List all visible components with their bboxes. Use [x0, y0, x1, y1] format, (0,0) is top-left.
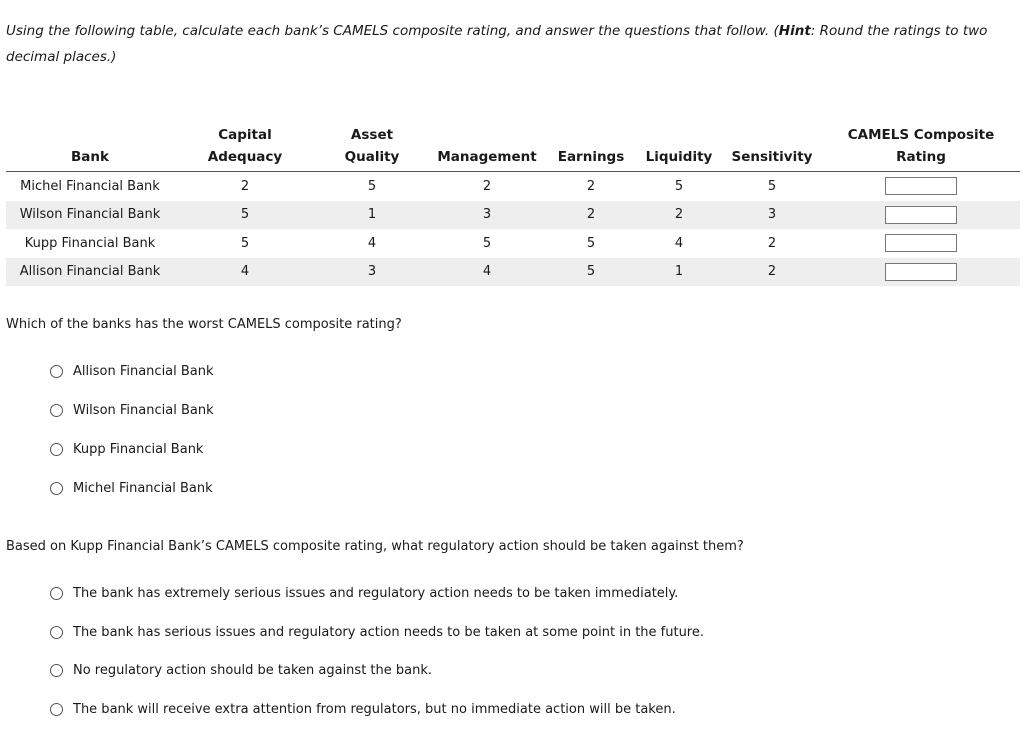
- option-extra-attention[interactable]: [50, 699, 676, 719]
- header-sensitivity: Sensitivity: [722, 124, 822, 172]
- option-label: The bank has extremely serious issues and regulatory action needs to be taken immediately.: [73, 585, 679, 601]
- composite-rating-input-michel[interactable]: [885, 177, 957, 195]
- cell-bank: Kupp Financial Bank: [24, 235, 156, 251]
- header-management: Management: [428, 124, 546, 172]
- cell-asset: 4: [367, 235, 377, 251]
- radio-circle-icon[interactable]: [50, 664, 63, 677]
- cell-composite: [822, 258, 1020, 287]
- radio-circle-icon[interactable]: [50, 587, 63, 600]
- cell-earnings: 2: [586, 178, 596, 194]
- table-header-row: [6, 124, 1020, 172]
- option-michel-financial-bank[interactable]: [50, 478, 213, 498]
- cell-asset: 1: [316, 201, 428, 230]
- cell-asset: 5: [367, 178, 377, 194]
- cell-bank: Wilson Financial Bank: [6, 201, 174, 230]
- table-row: [6, 201, 1020, 230]
- option-extremely-serious-issues[interactable]: [50, 583, 678, 603]
- cell-capital: 5: [174, 201, 316, 230]
- option-label: Kupp Financial Bank: [73, 441, 204, 457]
- cell-bank: Allison Financial Bank: [6, 258, 174, 287]
- cell-liquidity: 5: [674, 178, 684, 194]
- composite-rating-input-allison[interactable]: [885, 263, 957, 281]
- cell-composite: [822, 201, 1020, 230]
- cell-composite: [822, 229, 1020, 258]
- radio-circle-icon[interactable]: [50, 482, 63, 495]
- radio-circle-icon[interactable]: [50, 626, 63, 639]
- option-label: Michel Financial Bank: [73, 480, 213, 496]
- cell-sensitivity: 2: [722, 258, 822, 287]
- cell-sensitivity: 3: [722, 201, 822, 230]
- radio-circle-icon[interactable]: [50, 365, 63, 378]
- instructions-prefix: Using the following table, calculate each bank’s CAMELS composite rating, and answer the questions that follow. (: [6, 23, 779, 39]
- option-label: The bank has serious issues and regulatory action needs to be taken at some point in the future.: [73, 624, 705, 640]
- cell-management: 5: [482, 235, 492, 251]
- cell-capital: 4: [174, 258, 316, 287]
- cell-liquidity: 1: [636, 258, 722, 287]
- cell-capital: 2: [240, 178, 250, 194]
- cell-management: 3: [428, 201, 546, 230]
- cell-asset: 3: [316, 258, 428, 287]
- option-label: Allison Financial Bank: [73, 363, 214, 379]
- option-serious-issues[interactable]: [50, 622, 704, 642]
- radio-circle-icon[interactable]: [50, 404, 63, 417]
- option-no-regulatory-action[interactable]: [50, 660, 432, 680]
- camels-table: [6, 124, 1020, 286]
- table-row: [6, 172, 1020, 201]
- cell-bank: Michel Financial Bank: [20, 178, 160, 194]
- header-camels-composite-rating: CAMELS Composite Rating: [822, 124, 1020, 172]
- header-earnings: Earnings: [546, 124, 636, 172]
- option-wilson-financial-bank[interactable]: [50, 400, 214, 420]
- cell-liquidity: 2: [636, 201, 722, 230]
- composite-rating-input-kupp[interactable]: [885, 234, 957, 252]
- cell-earnings: 5: [586, 235, 596, 251]
- radio-circle-icon[interactable]: [50, 703, 63, 716]
- option-label: The bank will receive extra attention from regulators, but no immediate action will be taken.: [73, 701, 676, 717]
- instructions: [6, 18, 1006, 70]
- cell-sensitivity: 5: [767, 178, 777, 194]
- table-row: [6, 229, 1020, 258]
- hint-label: Hint: [778, 23, 811, 39]
- cell-management: 2: [482, 178, 492, 194]
- cell-earnings: 2: [546, 201, 636, 230]
- cell-management: 4: [428, 258, 546, 287]
- option-label: Wilson Financial Bank: [73, 402, 214, 418]
- cell-liquidity: 4: [674, 235, 684, 251]
- option-kupp-financial-bank[interactable]: [50, 439, 203, 459]
- cell-earnings: 5: [546, 258, 636, 287]
- header-liquidity: Liquidity: [636, 124, 722, 172]
- header-asset-quality: Asset Quality: [316, 124, 428, 172]
- header-bank: Bank: [6, 124, 174, 172]
- radio-circle-icon[interactable]: [50, 443, 63, 456]
- cell-capital: 5: [240, 235, 250, 251]
- option-label: No regulatory action should be taken against the bank.: [73, 662, 433, 678]
- composite-rating-input-wilson[interactable]: [885, 206, 957, 224]
- instructions-suffix: : Round the ratings to two decimal places.): [6, 23, 988, 65]
- option-allison-financial-bank[interactable]: [50, 361, 214, 381]
- header-capital-adequacy: Capital Adequacy: [174, 124, 316, 172]
- cell-composite: [822, 172, 1020, 201]
- table-row: [6, 258, 1020, 287]
- cell-sensitivity: 2: [767, 235, 777, 251]
- question-worst-rating: Which of the banks has the worst CAMELS composite rating?: [6, 317, 402, 332]
- question-regulatory-action: Based on Kupp Financial Bank’s CAMELS composite rating, what regulatory action should be taken against them?: [6, 539, 744, 554]
